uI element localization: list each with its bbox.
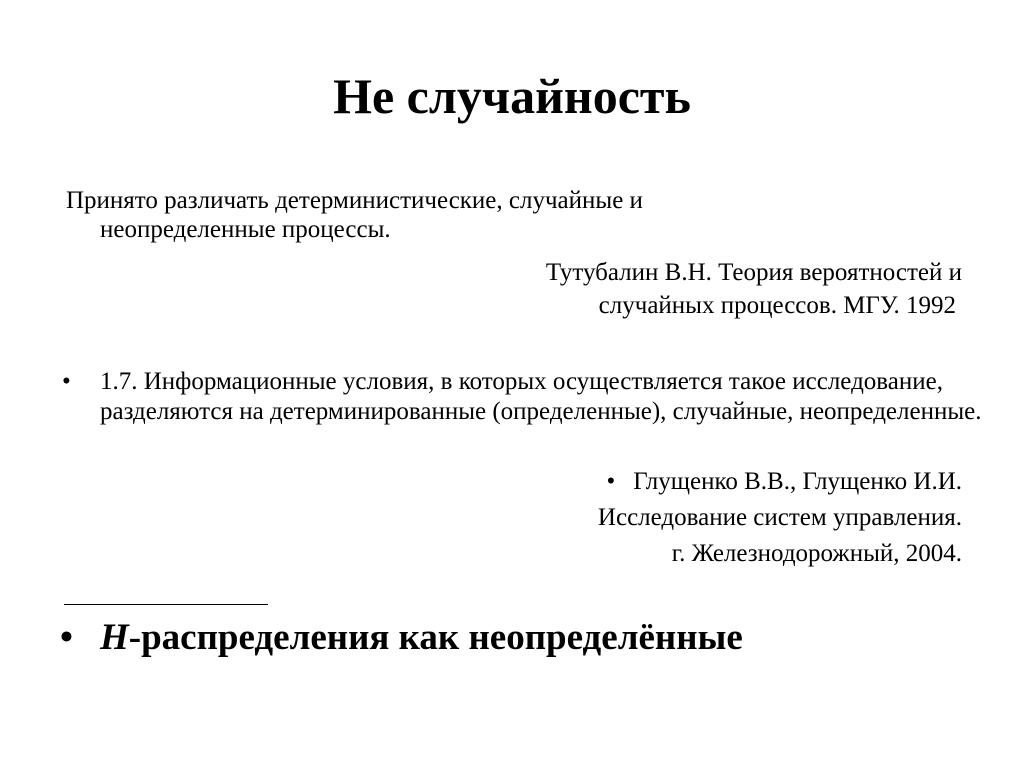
bullet-marker: • [62, 368, 71, 395]
intro-line-2: неопределенные процессы. [100, 216, 391, 243]
citation-tutubalin-line-2: случайных процессов. МГУ. 1992 [598, 292, 956, 319]
footnote-separator-line [64, 604, 268, 605]
bullet-h-distributions [60, 614, 1000, 662]
citation-glushchenko-line-2: Исследование систем управления. [597, 504, 962, 531]
citation-glushchenko [262, 464, 962, 572]
citation-tutubalin-line-1: Тутубалин В.Н. Теория вероятностей и [545, 259, 962, 286]
h-letter: H [100, 617, 129, 658]
intro-paragraph [66, 186, 966, 244]
bottom-bullet-marker: • [60, 617, 73, 658]
intro-line-1: Принято различать детерминистические, случайные и [66, 187, 643, 214]
bullet-information-conditions [62, 367, 982, 427]
citation-glushchenko-line-3: г. Железнодорожный, 2004. [671, 540, 962, 567]
citation-glushchenko-line-1-wrap [262, 464, 962, 500]
citation-bullet-marker: • [606, 468, 616, 495]
bullet-information-conditions-text: 1.7. Информационные условия, в которых осуществляется такое исследование, разделяются на детерминированные (определенные), случайные, неопределенные. [100, 368, 982, 425]
citation-tutubalin [262, 256, 962, 322]
bottom-bullet-text: -распределения как неопределённые [128, 617, 743, 658]
citation-glushchenko-line-1: Глущенко В.В., Глущенко И.И. [633, 468, 962, 495]
slide-title: Не случайность [333, 68, 691, 124]
bottom-bullet-content [100, 614, 743, 662]
